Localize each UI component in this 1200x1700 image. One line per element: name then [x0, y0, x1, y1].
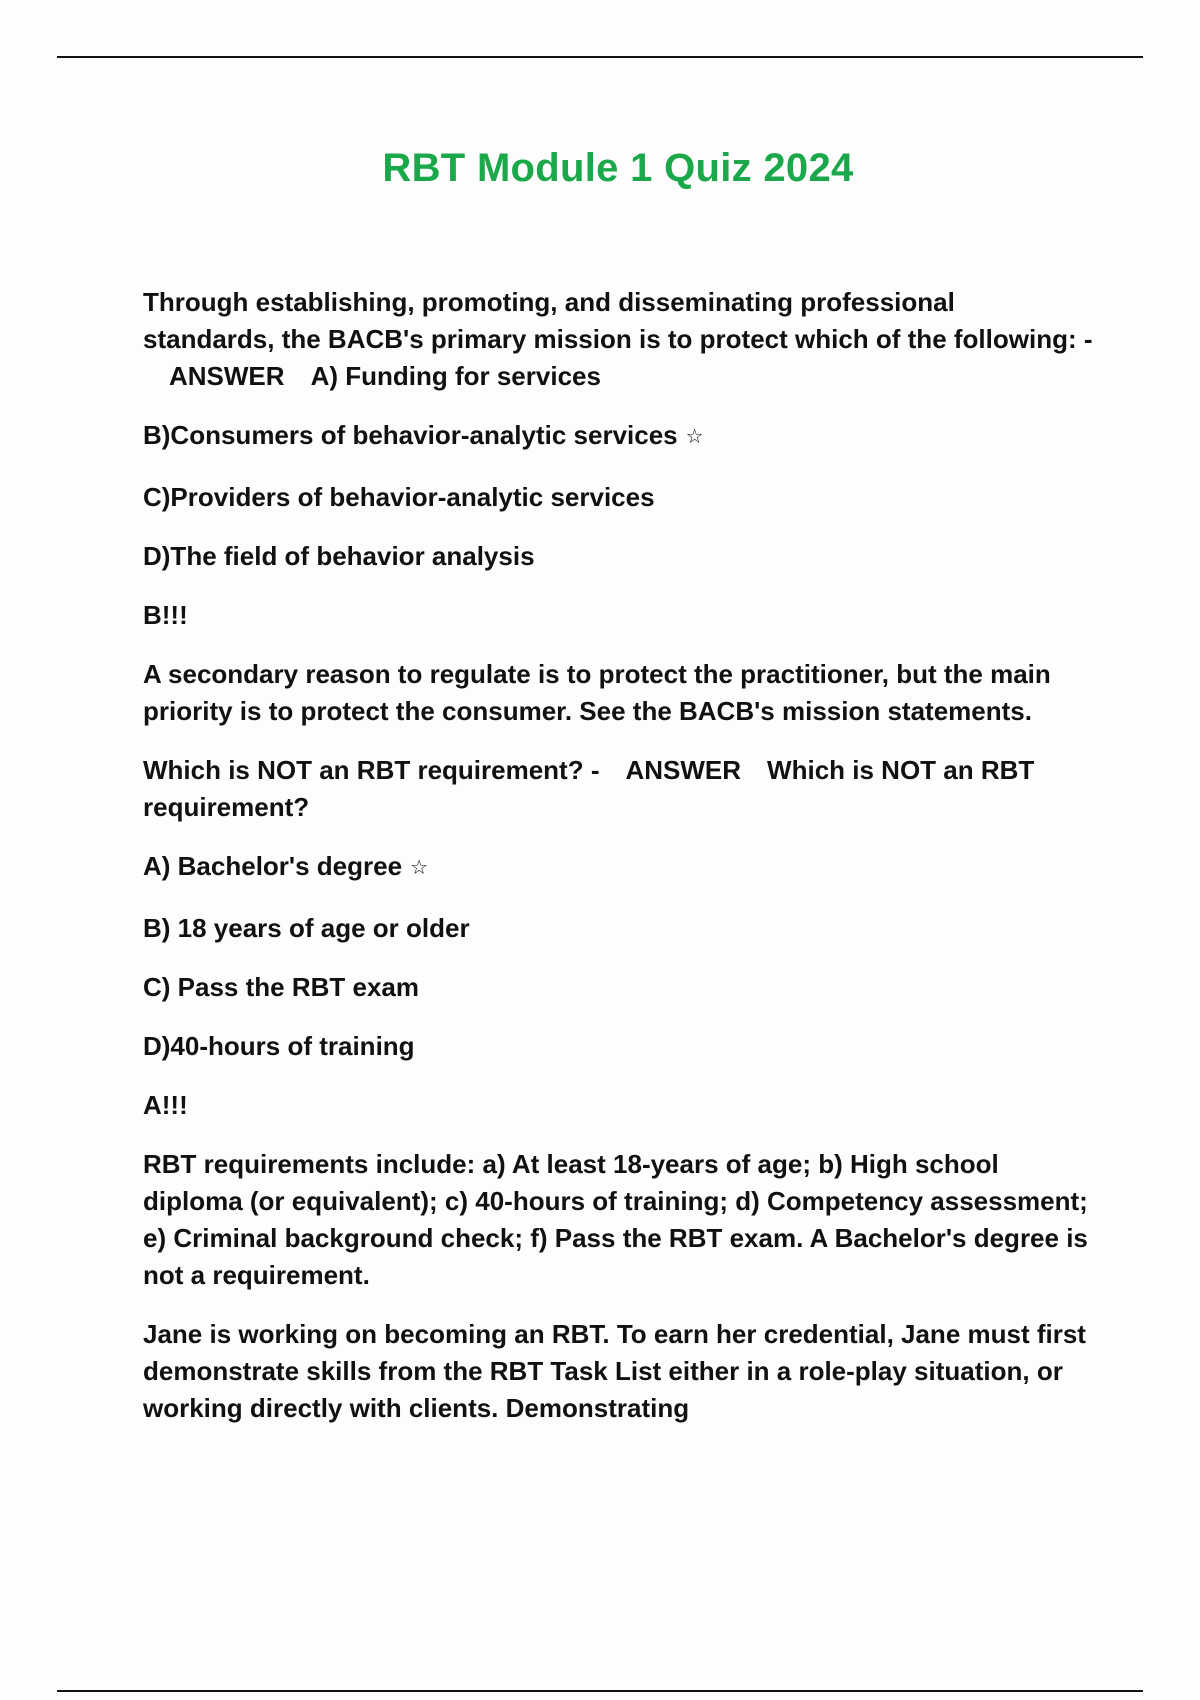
- q2-option-c: C) Pass the RBT exam: [143, 972, 419, 1002]
- q2-question: [143, 752, 1093, 826]
- q1-explanation: A secondary reason to regulate is to protect the practitioner, but the main priority is to protect the consumer. See the BACB's mission statements.: [143, 659, 1051, 726]
- q1-option-b: B)Consumers of behavior-analytic services: [143, 420, 678, 450]
- q1-question: [143, 284, 1093, 395]
- q2-option-c-line: [143, 969, 1093, 1006]
- q2-answer-text: Which is NOT an RBT requirement?: [143, 755, 1035, 822]
- q1-option-d: D)The field of behavior analysis: [143, 541, 535, 571]
- q2-option-a-line: [143, 848, 1093, 888]
- q1-question-text: Through establishing, promoting, and disseminating professional standards, the BACB's primary mission is to protect which of the following: -: [143, 287, 1093, 354]
- q1-option-d-line: [143, 538, 1093, 575]
- q2-option-d: D)40-hours of training: [143, 1031, 415, 1061]
- q1-option-a: A) Funding for services: [310, 361, 601, 391]
- q2-option-b-line: [143, 910, 1093, 947]
- q2-option-b: B) 18 years of age or older: [143, 913, 470, 943]
- q1-correct: B!!!: [143, 600, 188, 630]
- star-icon: ☆: [410, 857, 428, 879]
- top-rule: [57, 56, 1143, 58]
- quiz-content: [143, 284, 1093, 1449]
- q2-explanation: RBT requirements include: a) At least 18-years of age; b) High school diploma (or equivalent); c) 40-hours of training; d) Competency assessment; e) Criminal background check; f) Pass the RBT exam. A Bachelor's degree is not a requirement.: [143, 1149, 1088, 1290]
- q2-question-text: Which is NOT an RBT requirement? -: [143, 755, 600, 785]
- q3-question: Jane is working on becoming an RBT. To earn her credential, Jane must first demonstrate skills from the RBT Task List either in a role-play situation, or working directly with clients. Demonstrating: [143, 1319, 1086, 1423]
- star-icon: ☆: [685, 426, 704, 448]
- q1-option-c-line: [143, 479, 1093, 516]
- q1-option-c: C)Providers of behavior-analytic services: [143, 482, 655, 512]
- page-title: RBT Module 1 Quiz 2024: [382, 146, 854, 190]
- q2-option-d-line: [143, 1028, 1093, 1065]
- q2-option-a: A) Bachelor's degree: [143, 851, 403, 881]
- q2-correct: A!!!: [143, 1090, 188, 1120]
- bottom-rule: [57, 1690, 1143, 1692]
- q2-answer-label: ANSWER: [625, 755, 742, 785]
- q1-answer-label: ANSWER: [169, 361, 285, 391]
- q1-option-b-line: [143, 417, 1093, 457]
